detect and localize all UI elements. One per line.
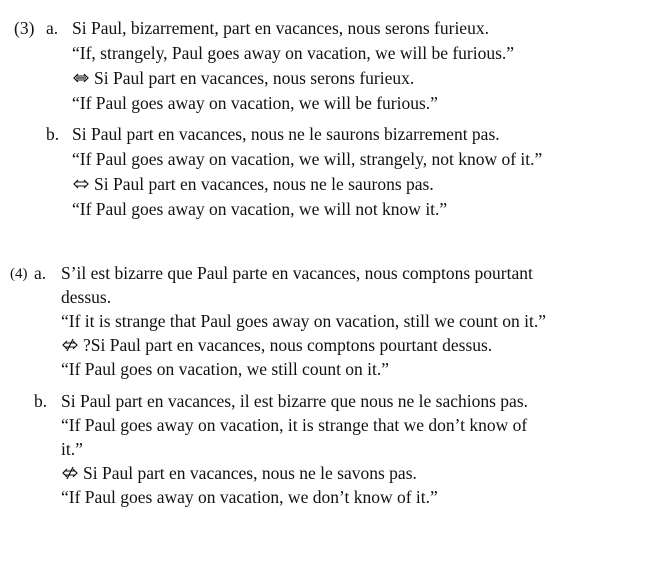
example-number: (4) (10, 266, 28, 282)
equivalence-arrow-icon (72, 177, 90, 191)
english-gloss: “If it is strange that Paul goes away on vacation, still we count on it.” (61, 311, 547, 331)
non-equivalent-sentence (61, 334, 492, 356)
french-sentence: Si Paul, bizarrement, part en vacances, nous serons furieux. (72, 18, 489, 38)
item-label-a: a. (34, 263, 47, 283)
equivalence-arrow-icon (72, 71, 90, 85)
french-sentence-continued: dessus. (61, 287, 112, 307)
item-label-a: a. (46, 18, 59, 38)
english-gloss: “If Paul goes away on vacation, we don’t know of it.” (61, 487, 438, 507)
french-sentence: S’il est bizarre que Paul parte en vacances, nous comptons pourtant (61, 263, 533, 283)
english-gloss: “If Paul goes away on vacation, it is strange that we don’t know of (61, 415, 528, 435)
non-equivalence-arrow-icon (61, 466, 79, 480)
non-equivalent-sentence (61, 462, 417, 484)
sentence-text: Si Paul part en vacances, nous ne le saurons pas. (94, 174, 434, 194)
item-label-b: b. (34, 391, 48, 411)
english-gloss: “If, strangely, Paul goes away on vacation, we will be furious.” (72, 43, 515, 63)
french-sentence: Si Paul part en vacances, nous ne le saurons bizarrement pas. (72, 124, 500, 144)
english-gloss-continued: it.” (61, 439, 83, 459)
non-equivalence-arrow-icon (61, 338, 79, 352)
sentence-text: Si Paul part en vacances, nous serons furieux. (94, 68, 415, 88)
sentence-text: Si Paul part en vacances, nous ne le savons pas. (83, 463, 417, 483)
example-number: (3) (14, 18, 35, 38)
item-label-b: b. (46, 124, 60, 144)
equivalent-sentence (72, 67, 414, 89)
english-gloss: “If Paul goes away on vacation, we will, strangely, not know of it.” (72, 149, 543, 169)
english-gloss: “If Paul goes away on vacation, we will be furious.” (72, 93, 438, 113)
equivalent-sentence (72, 173, 434, 195)
english-gloss: “If Paul goes away on vacation, we will not know it.” (72, 199, 448, 219)
english-gloss: “If Paul goes on vacation, we still count on it.” (61, 359, 390, 379)
sentence-text: ?Si Paul part en vacances, nous comptons pourtant dessus. (83, 335, 493, 355)
french-sentence: Si Paul part en vacances, il est bizarre que nous ne le sachions pas. (61, 391, 529, 411)
